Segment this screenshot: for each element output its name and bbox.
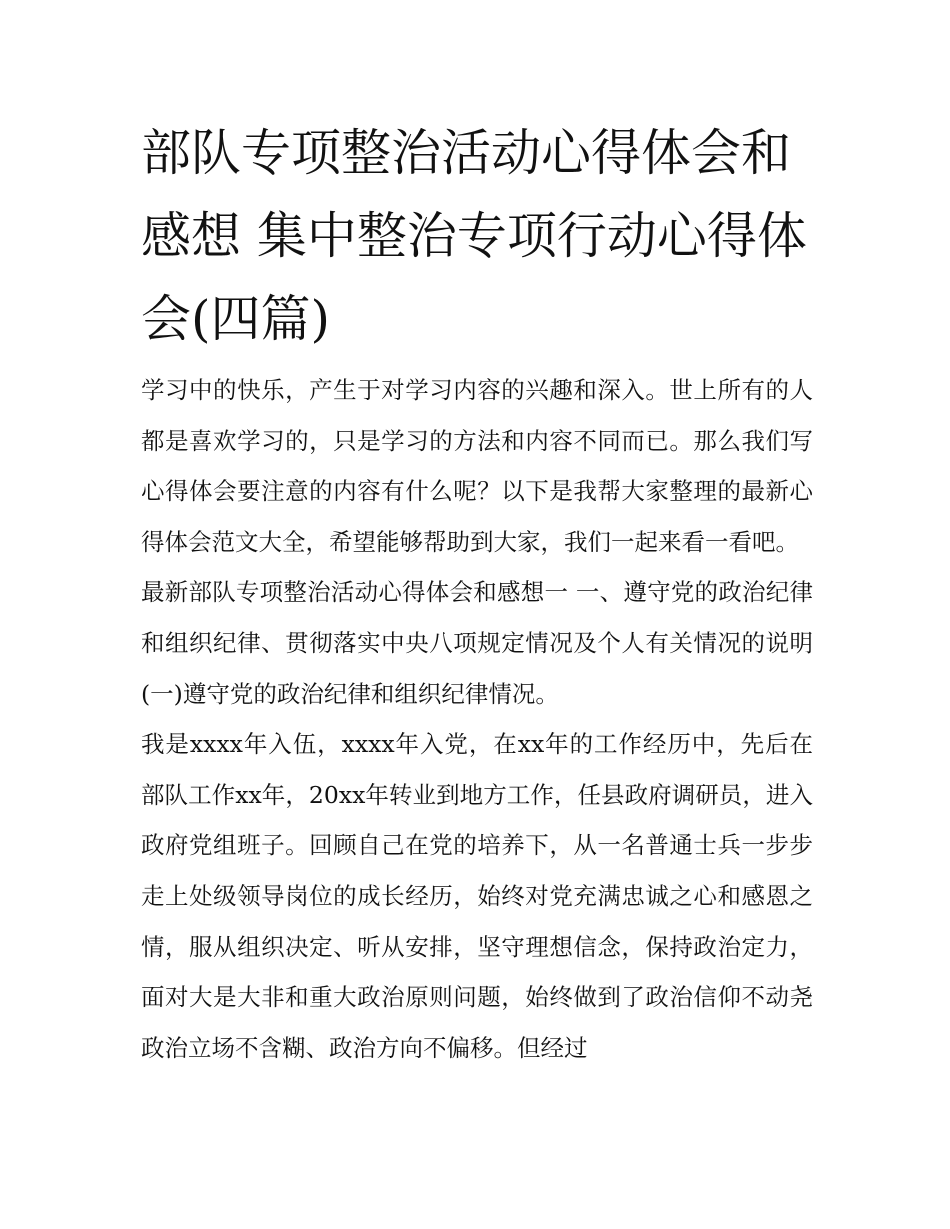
paragraph-personal-history: 我是xxxx年入伍，xxxx年入党，在xx年的工作经历中，先后在部队工作xx年，20xx年转业到地方工作，任县政府调研员，进入政府党组班子。回顾自己在党的培养下，从一名普通士兵一步步走上处级领导岗位的成长经历，始终对党充满忠诚之心和感恩之情，服从组织决定、听从安排，坚守理想信念，保持政治定力，面对大是大非和重大政治原则问题，始终做到了政治信仰不动尧政治立场不含糊、政治方向不偏移。但经过 bbox=[141, 730, 813, 1062]
document-body bbox=[141, 112, 813, 1073]
paragraph-section-one: 最新部队专项整治活动心得体会和感想一 一、遵守党的政治纪律和组织纪律、贯彻落实中央八项规定情况及个人有关情况的说明 (一)遵守党的政治纪律和组织纪律情况。 bbox=[141, 578, 813, 708]
paragraph-intro: 学习中的快乐，产生于对学习内容的兴趣和深入。世上所有的人都是喜欢学习的，只是学习的方法和内容不同而已。那么我们写心得体会要注意的内容有什么呢？以下是我帮大家整理的最新心得体会范文大全，希望能够帮助到大家，我们一起来看一看吧。 bbox=[141, 376, 813, 556]
document-title: 部队专项整治活动心得体会和感想 集中整治专项行动心得体会(四篇) bbox=[141, 124, 807, 348]
